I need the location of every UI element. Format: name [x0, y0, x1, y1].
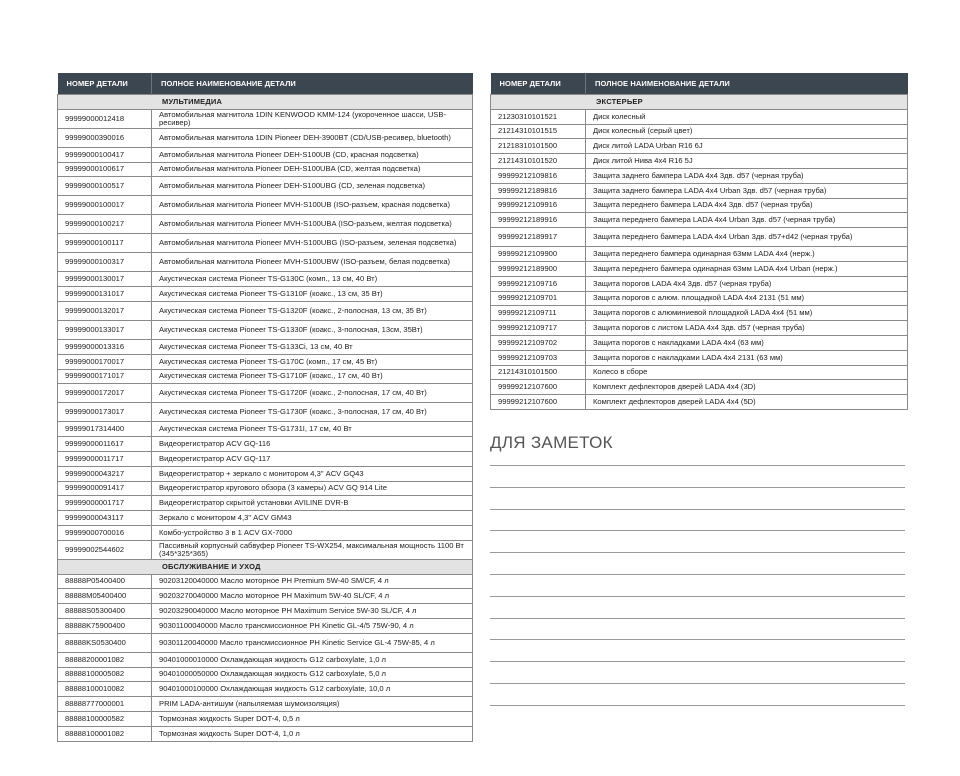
part-name-cell: 90203120040000 Масло моторное PH Premium 5W-40 SM/CF, 4 л — [152, 574, 473, 589]
part-name-cell: Видеорегистратор ACV GQ-117 — [152, 451, 473, 466]
table-row — [491, 321, 908, 336]
part-number-cell: 99999212109702 — [491, 335, 586, 350]
part-name-cell: Автомобильная магнитола 1DIN Pioneer DEH-3900BT (CD/USB-ресивер, bluetooth) — [152, 128, 473, 147]
part-name-cell: Видеорегистратор кругового обзора (3 камеры) ACV GQ 914 Lite — [152, 481, 473, 496]
table-row — [491, 306, 908, 321]
part-name-cell: Автомобильная магнитола 1DIN KENWOOD KMM-124 (укороченное шасси, USB-ресивер) — [152, 109, 473, 128]
table-row — [58, 287, 473, 302]
table-row — [58, 403, 473, 422]
note-line — [490, 509, 905, 510]
part-number-cell: 99999212109816 — [491, 168, 586, 183]
table-row — [58, 697, 473, 712]
notes-title: ДЛЯ ЗАМЕТОК — [490, 433, 613, 452]
part-name-cell: 90401000010000 Охлаждающая жидкость G12 carboxylate, 1,0 л — [152, 652, 473, 667]
part-name-cell: Диск литой LADA Urban R16 6J — [586, 139, 908, 154]
table-row — [491, 365, 908, 380]
left-table-body — [58, 95, 473, 742]
part-name-cell: Акустическая система Pioneer TS-G1731I, 17 см, 40 Вт — [152, 422, 473, 437]
part-name-cell: Видеорегистратор ACV GQ-116 — [152, 437, 473, 452]
header-part-number: НОМЕР ДЕТАЛИ — [491, 73, 586, 95]
table-row — [491, 124, 908, 139]
note-line — [490, 465, 905, 466]
table-row — [491, 198, 908, 213]
part-name-cell: Защита переднего бампера LADA 4x4 Urban 3дв. d57 (черная труба) — [586, 213, 908, 228]
table-row — [491, 228, 908, 247]
table-row — [58, 437, 473, 452]
table-row — [58, 618, 473, 633]
part-name-cell: Тормозная жидкость Super DOT-4, 1,0 л — [152, 726, 473, 741]
part-number-cell: 99999002544602 — [58, 540, 152, 559]
part-number-cell: 99999000170017 — [58, 354, 152, 369]
part-name-cell: 90203270040000 Масло моторное PH Maximum 5W-40 SL/CF, 4 л — [152, 589, 473, 604]
part-name-cell: Защита заднего бампера LADA 4x4 Urban 3дв. d57 (черная труба) — [586, 183, 908, 198]
part-name-cell: Диск литой Нива 4x4 R16 5J — [586, 154, 908, 169]
part-name-cell: Защита переднего бампера одинарная 63мм LADA 4x4 Urban (нерж.) — [586, 261, 908, 276]
part-number-cell: 99999212109716 — [491, 276, 586, 291]
section-header-row — [491, 95, 908, 110]
part-name-cell: Защита порогов с алюм. площадкой LADA 4x4 2131 (51 мм) — [586, 291, 908, 306]
part-number-cell: 99999000091417 — [58, 481, 152, 496]
table-row — [58, 633, 473, 652]
table-row — [58, 540, 473, 559]
note-line — [490, 661, 905, 662]
part-number-cell: 99999000011617 — [58, 437, 152, 452]
part-name-cell: 90301120040000 Масло трансмиссионное PH Kinetic Service GL-4 75W-85, 4 л — [152, 633, 473, 652]
part-number-cell: 88888S05300400 — [58, 604, 152, 619]
part-name-cell: Акустическая система Pioneer TS-G1310F (коакс., 13 см, 35 Вт) — [152, 287, 473, 302]
table-row — [58, 320, 473, 339]
part-number-cell: 99999000131017 — [58, 287, 152, 302]
part-number-cell: 88888100010082 — [58, 682, 152, 697]
table-row — [58, 162, 473, 177]
part-number-cell: 21218310101500 — [491, 139, 586, 154]
part-name-cell: Автомобильная магнитола Pioneer MVH-S100UB (ISO-разъем, красная подсветка) — [152, 196, 473, 215]
table-header-row — [491, 73, 908, 95]
table-row — [58, 574, 473, 589]
table-row — [491, 380, 908, 395]
part-number-cell: 99999000171017 — [58, 369, 152, 384]
part-name-cell: Видеорегистратор + зеркало с монитором 4,3" ACV GQ43 — [152, 466, 473, 481]
table-row — [58, 682, 473, 697]
part-name-cell: Защита порогов с накладками LADA 4x4 (63 мм) — [586, 335, 908, 350]
part-number-cell: 99999212109916 — [491, 198, 586, 213]
part-name-cell: Автомобильная магнитола Pioneer MVH-S100UBW (ISO-разъем, белая подсветка) — [152, 253, 473, 272]
part-name-cell: Тормозная жидкость Super DOT-4, 0,5 л — [152, 711, 473, 726]
part-number-cell: 99999212189917 — [491, 228, 586, 247]
part-number-cell: 88888777000001 — [58, 697, 152, 712]
part-name-cell: Автомобильная магнитола Pioneer DEH-S100UBA (CD, желтая подсветка) — [152, 162, 473, 177]
part-name-cell: PRIM LADA-антишум (напыляемая шумоизоляция) — [152, 697, 473, 712]
table-row — [58, 354, 473, 369]
part-number-cell: 88888100001082 — [58, 726, 152, 741]
part-name-cell: 90401000050000 Охлаждающая жидкость G12 carboxylate, 5,0 л — [152, 667, 473, 682]
part-name-cell: Акустическая система Pioneer TS-G1710F (коакс., 17 см, 40 Вт) — [152, 369, 473, 384]
part-name-cell: Акустическая система Pioneer TS-G1720F (коакс., 2-полосная, 17 см, 40 Вт) — [152, 384, 473, 403]
table-row — [491, 291, 908, 306]
left-parts-table — [57, 73, 473, 742]
part-number-cell: 99999000100417 — [58, 147, 152, 162]
part-number-cell: 99999000043117 — [58, 511, 152, 526]
part-number-cell: 21230310101521 — [491, 109, 586, 124]
part-name-cell: Защита переднего бампера LADA 4x4 Urban 3дв. d57+d42 (черная труба) — [586, 228, 908, 247]
table-row — [58, 652, 473, 667]
note-line — [490, 683, 905, 684]
part-name-cell: Автомобильная магнитола Pioneer DEH-S100UB (CD, красная подсветка) — [152, 147, 473, 162]
part-number-cell: 99999212107600 — [491, 380, 586, 395]
table-row — [58, 511, 473, 526]
part-number-cell: 99999212189916 — [491, 213, 586, 228]
part-name-cell: Акустическая система Pioneer TS-G1730F (коакс., 3-полосная, 17 см, 40 Вт) — [152, 403, 473, 422]
table-row — [491, 139, 908, 154]
part-name-cell: Комплект дефлекторов дверей LADA 4x4 (3D) — [586, 380, 908, 395]
part-number-cell: 99999212107600 — [491, 395, 586, 410]
part-number-cell: 99999000043217 — [58, 466, 152, 481]
table-row — [58, 253, 473, 272]
note-line — [490, 705, 905, 706]
note-line — [490, 639, 905, 640]
table-row — [58, 272, 473, 287]
part-name-cell: Диск колесный — [586, 109, 908, 124]
table-row — [491, 183, 908, 198]
part-number-cell: 99999000100217 — [58, 215, 152, 234]
table-row — [58, 589, 473, 604]
part-name-cell: Автомобильная магнитола Pioneer MVH-S100UBG (ISO-разъем, зеленая подсветка) — [152, 234, 473, 253]
part-number-cell: 88888100000582 — [58, 711, 152, 726]
note-line — [490, 552, 905, 553]
part-name-cell: Акустическая система Pioneer TS-G1330F (коакс., 3-полосная, 13см, 35Вт) — [152, 320, 473, 339]
section-title: ЭКСТЕРЬЕР — [491, 95, 908, 110]
part-name-cell: Защита заднего бампера LADA 4x4 3дв. d57 (черная труба) — [586, 168, 908, 183]
table-row — [58, 196, 473, 215]
section-title: МУЛЬТИМЕДИА — [58, 95, 473, 110]
table-row — [491, 261, 908, 276]
part-number-cell: 99999000132017 — [58, 301, 152, 320]
table-row — [58, 525, 473, 540]
table-row — [58, 667, 473, 682]
part-number-cell: 99999212109711 — [491, 306, 586, 321]
part-name-cell: Автомобильная магнитола Pioneer MVH-S100UBA (ISO-разъем, желтая подсветка) — [152, 215, 473, 234]
part-name-cell: Акустическая система Pioneer TS-G130C (комп., 13 см, 40 Вт) — [152, 272, 473, 287]
table-row — [58, 466, 473, 481]
part-number-cell: 99999000700016 — [58, 525, 152, 540]
part-number-cell: 88888KS0530400 — [58, 633, 152, 652]
part-name-cell: Зеркало с монитором 4,3" ACV GM43 — [152, 511, 473, 526]
part-number-cell: 99999000100117 — [58, 234, 152, 253]
part-name-cell: Акустическая система Pioneer TS-G133Ci, 13 см, 40 Вт — [152, 339, 473, 354]
part-number-cell: 99999212109703 — [491, 350, 586, 365]
table-row — [58, 177, 473, 196]
table-row — [58, 109, 473, 128]
table-row — [491, 168, 908, 183]
part-number-cell: 99999000173017 — [58, 403, 152, 422]
part-name-cell: Пассивный корпусный сабвуфер Pioneer TS-WX254, максимальная мощность 1100 Вт (345*325*365) — [152, 540, 473, 559]
part-number-cell: 99999000100517 — [58, 177, 152, 196]
part-number-cell: 99999000133017 — [58, 320, 152, 339]
part-number-cell: 99999017314400 — [58, 422, 152, 437]
table-row — [58, 369, 473, 384]
part-number-cell: 99999000011717 — [58, 451, 152, 466]
header-part-number: НОМЕР ДЕТАЛИ — [58, 73, 152, 95]
note-line — [490, 596, 905, 597]
right-table-body — [491, 95, 908, 410]
section-header-row — [58, 95, 473, 110]
header-full-name: ПОЛНОЕ НАИМЕНОВАНИЕ ДЕТАЛИ — [152, 73, 473, 95]
part-number-cell: 99999212189900 — [491, 261, 586, 276]
part-number-cell: 99999000390016 — [58, 128, 152, 147]
part-name-cell: Комбо-устройство 3 в 1 ACV GX-7000 — [152, 525, 473, 540]
part-name-cell: Защита порогов LADA 4x4 3дв. d57 (черная труба) — [586, 276, 908, 291]
part-number-cell: 99999000013316 — [58, 339, 152, 354]
part-number-cell: 99999212109701 — [491, 291, 586, 306]
table-row — [58, 726, 473, 741]
table-row — [491, 395, 908, 410]
part-number-cell: 99999212109900 — [491, 247, 586, 262]
part-name-cell: Комплект дефлекторов дверей LADA 4x4 (5D) — [586, 395, 908, 410]
part-number-cell: 21214310101520 — [491, 154, 586, 169]
part-number-cell: 88888M05400400 — [58, 589, 152, 604]
part-number-cell: 88888P05400400 — [58, 574, 152, 589]
part-name-cell: Защита порогов с алюминиевой площадкой LADA 4x4 (51 мм) — [586, 306, 908, 321]
part-name-cell: 90301100040000 Масло трансмиссионное PH Kinetic GL-4/5 75W-90, 4 л — [152, 618, 473, 633]
table-row — [58, 147, 473, 162]
note-line — [490, 574, 905, 575]
part-number-cell: 21214310101515 — [491, 124, 586, 139]
table-row — [58, 339, 473, 354]
part-name-cell: Диск колесный (серый цвет) — [586, 124, 908, 139]
table-row — [491, 213, 908, 228]
part-name-cell: Колесо в сборе — [586, 365, 908, 380]
section-header-row — [58, 559, 473, 574]
table-row — [491, 247, 908, 262]
part-name-cell: Защита порогов с накладками LADA 4x4 2131 (63 мм) — [586, 350, 908, 365]
note-line — [490, 530, 905, 531]
part-name-cell: Акустическая система Pioneer TS-G170C (комп., 17 см, 45 Вт) — [152, 354, 473, 369]
part-number-cell: 99999000012418 — [58, 109, 152, 128]
part-number-cell: 88888100005082 — [58, 667, 152, 682]
part-number-cell: 99999000100317 — [58, 253, 152, 272]
table-row — [491, 276, 908, 291]
table-row — [58, 496, 473, 511]
header-full-name: ПОЛНОЕ НАИМЕНОВАНИЕ ДЕТАЛИ — [586, 73, 908, 95]
table-row — [491, 350, 908, 365]
part-name-cell: Защита переднего бампера одинарная 63мм LADA 4x4 (нерж.) — [586, 247, 908, 262]
part-number-cell: 99999000001717 — [58, 496, 152, 511]
table-row — [58, 301, 473, 320]
table-row — [58, 422, 473, 437]
part-name-cell: Видеорегистратор скрытой установки AVILINE DVR-B — [152, 496, 473, 511]
part-number-cell: 99999000130017 — [58, 272, 152, 287]
part-name-cell: Акустическая система Pioneer TS-G1320F (коакс., 2-полосная, 13 см, 35 Вт) — [152, 301, 473, 320]
part-number-cell: 88888200001082 — [58, 652, 152, 667]
table-row — [491, 154, 908, 169]
part-name-cell: 90203290040000 Масло моторное PH Maximum Service 5W-30 SL/CF, 4 л — [152, 604, 473, 619]
part-name-cell: Защита порогов с листом LADA 4x4 3дв. d57 (черная труба) — [586, 321, 908, 336]
table-row — [58, 711, 473, 726]
table-row — [58, 451, 473, 466]
note-line — [490, 487, 905, 488]
part-number-cell: 99999000100617 — [58, 162, 152, 177]
table-row — [58, 481, 473, 496]
part-name-cell: Автомобильная магнитола Pioneer DEH-S100UBG (CD, зеленая подсветка) — [152, 177, 473, 196]
part-name-cell: Защита переднего бампера LADA 4x4 3дв. d57 (черная труба) — [586, 198, 908, 213]
part-number-cell: 88888K75900400 — [58, 618, 152, 633]
table-row — [491, 109, 908, 124]
table-row — [58, 604, 473, 619]
table-row — [58, 215, 473, 234]
table-row — [58, 128, 473, 147]
part-number-cell: 21214310101500 — [491, 365, 586, 380]
part-number-cell: 99999212109717 — [491, 321, 586, 336]
table-row — [58, 234, 473, 253]
note-line — [490, 618, 905, 619]
table-row — [58, 384, 473, 403]
section-title: ОБСЛУЖИВАНИЕ И УХОД — [58, 559, 473, 574]
part-number-cell: 99999000172017 — [58, 384, 152, 403]
right-parts-table — [490, 73, 908, 410]
part-name-cell: 90401000100000 Охлаждающая жидкость G12 carboxylate, 10,0 л — [152, 682, 473, 697]
part-number-cell: 99999212189816 — [491, 183, 586, 198]
table-header-row — [58, 73, 473, 95]
part-number-cell: 99999000100017 — [58, 196, 152, 215]
table-row — [491, 335, 908, 350]
